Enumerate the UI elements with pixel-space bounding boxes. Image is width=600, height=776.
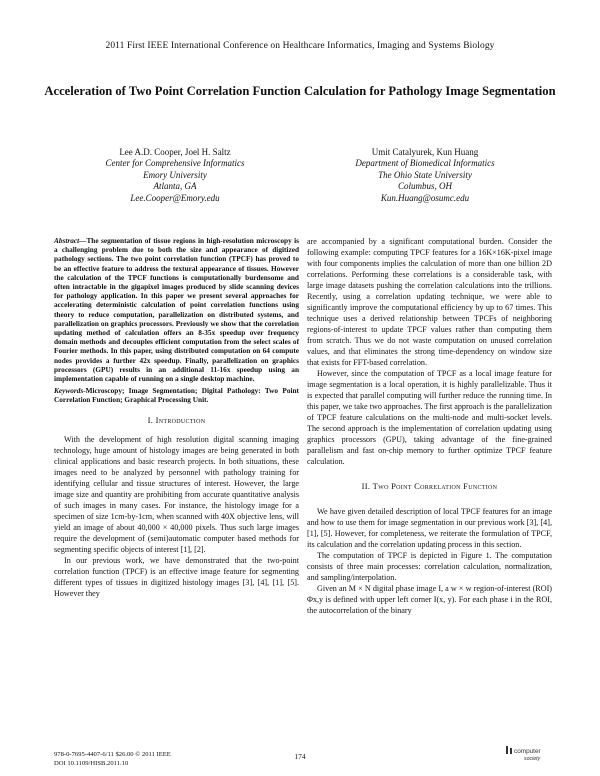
- author-email[interactable]: Lee.Cooper@Emory.edu: [130, 192, 220, 203]
- author-location: Atlanta, GA: [153, 181, 197, 192]
- abstract: [54, 236, 299, 383]
- keywords: [54, 386, 299, 404]
- abstract-text: —The segmentation of tissue regions in high-resolution microscopy is a challenging problem due to both the size and appearance of digitized pathology sections. The two point correlation function (TPCF) has proved to be an effective feature to address the textural appearance of tissues. However the calculation of the TPCF functions is computationally burdensome and often intractable in the gigapixel images produced by slide scanning devices for pathology application. In this paper we present several approaches for accelerating deterministic calculation of point correlation functions using theory to reduce computation, parallelization on distributed systems, and parallelization on graphics processors. Previously we show that the correlation updating method of calculation offers an 8-35x speedup over frequency domain methods and decouples efficient computation from the select scales of Fourier methods. In this paper, using distributed computation on 64 compute nodes provides a further 42x speedup. Finally, parallelization on graphics processors (GPU) results in an additional 11-16x speedup using an implementation capable of running on a single desktop machine.: [54, 236, 299, 384]
- computer-society-logo: [505, 745, 551, 769]
- section-heading-introduction: I. Introduction: [147, 414, 206, 425]
- logo-text-computer: computer: [514, 748, 541, 755]
- keywords-text: -Microscopy; Image Segmentation; Digital Pathology: Two Point Correlation Function; Graphical Processing Unit.: [54, 386, 299, 405]
- intro-paragraph: With the development of high resolution digital scanning imaging technology, huge amount of histology images are being generated in both clinical applications and basic research projects. In both situations, these images need to be analyzed by personnel with pathology training for identifying cellular and tissue structures of interest. However, the large image size and quantity are prohibiting from accurate quantitative analysis of such images in many cases. For instance, the histology image for a specimen of size 1cm-by-1cm, when scanned with 40X objective lens, will yield an image of about 40,000 × 40,000 pixels. Thus such large images require the development of (semi)automatic computer based methods for segmenting specific objects of interest [1], [2].: [54, 434, 299, 554]
- tpcf-paragraph: We have given detailed description of local TPCF features for an image and how to use them for image segmentation in our previous work [3], [4], [1], [5]. However, for completeness, we reiterate the formulation of TPCF, its calculation and the correlation updating process in this section.: [307, 507, 552, 549]
- author-institution: The Ohio State University: [378, 169, 472, 180]
- keywords-lead: Keywords: [54, 386, 84, 396]
- tpcf-paragraph: Given an M × N digital phase image I, a w × w region-of-interest (ROI) Φx,y is defined with upper left corner I(x, y). For each phase i in the ROI, the autocorrelation of the binary: [307, 584, 552, 615]
- section-heading-tpcf: II. Two Point Correlation Function: [361, 481, 498, 491]
- paper-title: Acceleration of Two Point Correlation Function Calculation for Pathology Image Segmentation: [44, 84, 556, 98]
- author-location: Columbus, OH: [397, 181, 452, 192]
- logo-text-society: society: [524, 756, 541, 762]
- intro-paragraph-continued: are accompanied by a significant computational burden. Consider the following example: computing TPCF features for a 16K×16K-pixel image with four components implies the calculation of more than one billion 2D correlations. Performing these correlations is a considerable task, with large image datasets pushing the correlation calculations into the trillions. Recently, using a correlation updating technique, we were able to significantly improve the computational efficiency by up to 67 times. This technique uses a derived relationship between TPCFs of neighboring regions-of-interest to update TPCF values rather than computing them from scratch. Thus we do not waste computation on unused correlation values, and that eliminates the strong time-dependency on window size that exists for FFT-based correlation.: [307, 237, 552, 367]
- page-number: 174: [294, 752, 306, 761]
- abstract-lead: Abstract: [54, 236, 80, 245]
- footer-doi[interactable]: DOI 10.1109/HISB.2011.10: [54, 759, 129, 767]
- tpcf-paragraph: The computation of TPCF is depicted in Figure 1. The computation consists of three main processes: correlation calculation, normalization, and sampling/interpolation.: [307, 551, 552, 582]
- author-affiliation: Department of Biomedical Informatics: [355, 158, 495, 169]
- author-block-right: [305, 147, 545, 204]
- conference-header: 2011 First IEEE International Conference on Healthcare Informatics, Imaging and Systems Biology: [105, 41, 495, 51]
- right-column: [307, 236, 552, 616]
- author-block-left: [55, 147, 295, 204]
- intro-paragraph: However, since the computation of TPCF as a local image feature for image segmentation is a local operation, it is highly parallelizable. Thus it is expected that parallel computing will further reduce the running time. In this paper, we take two approaches. The first approach is the parallelization of TPCF feature calculations on the multi-node and multi-socket levels. The second approach is the implementation of correlation updating using graphics processors (GPU), taking advantage of the fine-grained parallelism and fast on-chip memory to further optimize TPCF feature calculation.: [307, 369, 552, 466]
- author-email[interactable]: Kun.Huang@osumc.edu: [380, 192, 470, 203]
- author-affiliation: Center for Comprehensive Informatics: [105, 158, 245, 169]
- author-institution: Emory University: [143, 169, 207, 180]
- intro-paragraph: In our previous work, we have demonstrated that the two-point correlation function (TPCF) is an effective image feature for segmenting different types of tissues in digitized histology images [3], [4], [1], [5]. However they: [54, 555, 299, 598]
- author-names: Umit Catalyurek, Kun Huang: [371, 147, 479, 157]
- footer-isbn: 978-0-7695-4407-6/11 $26.00 © 2011 IEEE: [54, 751, 171, 758]
- author-names: Lee A.D. Cooper, Joel H. Saltz: [119, 147, 231, 157]
- left-column: [54, 236, 299, 599]
